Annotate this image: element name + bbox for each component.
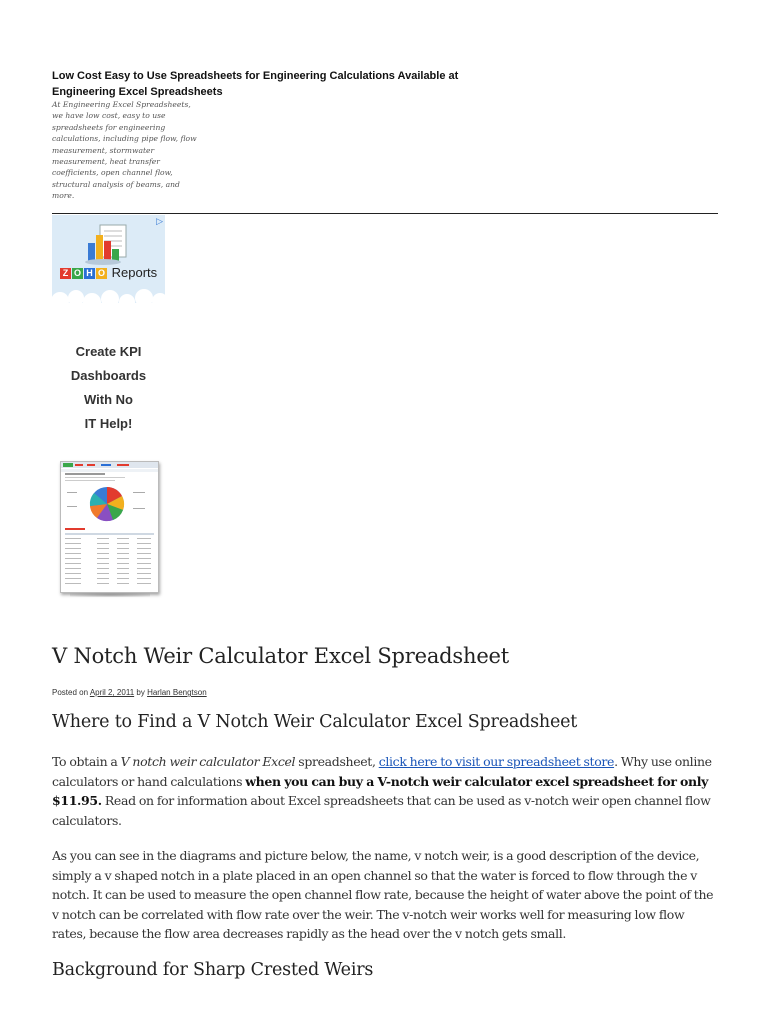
thumbnail-shadow [70, 593, 150, 597]
header-divider [52, 213, 718, 214]
by-label: by [136, 688, 145, 697]
ad-text[interactable] [52, 340, 165, 436]
post-meta [52, 688, 207, 697]
ad-banner[interactable] [52, 215, 165, 303]
report-screenshot-thumbnail[interactable] [60, 461, 159, 593]
zoho-letter-z: Z [60, 268, 71, 279]
zoho-letter-h: H [84, 268, 95, 279]
ad-choices-icon[interactable]: ▷ [156, 216, 163, 226]
intro-paragraph: To obtain a V notch weir calculator Excel spreadsheet, click here to visit our spreadsheet store. Why use online calculators or hand calculations when you can buy a V-notch weir calculator excel spreadsheet for only $11.95. Read on for information about Excel spreadsheets that can be used as v-notch weir open channel flow calculators. [52, 754, 712, 828]
italic-term: V notch weir calculator Excel [120, 754, 296, 769]
section-heading-background: Background for Sharp Crested Weirs [52, 960, 374, 980]
site-description: At Engineering Excel Spreadsheets, we have low cost, easy to use spreadsheets for engineering calculations, including pipe flow, flow measurement, stormwater measurement, heat transfer coefficients, open channel flow, structural analysis of beams, and more. [52, 100, 197, 201]
ad-text-line: Create KPI [75, 344, 142, 359]
clouds-decoration [52, 281, 165, 303]
zoho-letter-o1: O [73, 268, 81, 278]
price-callout: when you can buy a V-notch weir calculator excel spreadsheet for only $11.95. [52, 773, 709, 808]
post-date-link[interactable]: April 2, 2011 [89, 688, 135, 697]
post-title[interactable]: V Notch Weir Calculator Excel Spreadsheet [52, 644, 510, 668]
ad-text-line: Dashboards [70, 368, 147, 383]
site-title[interactable]: Low Cost Easy to Use Spreadsheets for Engineering Calculations Available at Engineering Excel Spreadsheets [52, 70, 459, 98]
spreadsheet-chart-icon [80, 223, 136, 267]
ad-brand-word: Reports [111, 265, 158, 280]
author-link[interactable]: Harlan Bengtson [147, 688, 207, 697]
spreadsheet-store-link[interactable]: click here to visit our spreadsheet store [378, 754, 615, 769]
zoho-reports-logo [60, 265, 157, 280]
ad-text-line: With No [84, 392, 133, 407]
zoho-letter-o2: O [97, 268, 105, 278]
section-heading-where-to-find: Where to Find a V Notch Weir Calculator Excel Spreadsheet [52, 712, 578, 732]
report-thumbnail-image [61, 462, 158, 592]
description-paragraph: As you can see in the diagrams and picture below, the name, v notch weir, is a good description of the device, simply a v shaped notch in a plate placed in an open channel so that the water is forced to flow through the v notch. It can be used to measure the open channel flow rate, because the height of water above the point of the v notch can be correlated with flow rate over the weir. The v-notch weir works well for measuring low flow rates, because the flow area decreases rapidly as the head over the v notch gets small. [52, 848, 714, 941]
posted-on-label: Posted on [52, 688, 89, 697]
ad-text-line: IT Help! [84, 416, 133, 431]
